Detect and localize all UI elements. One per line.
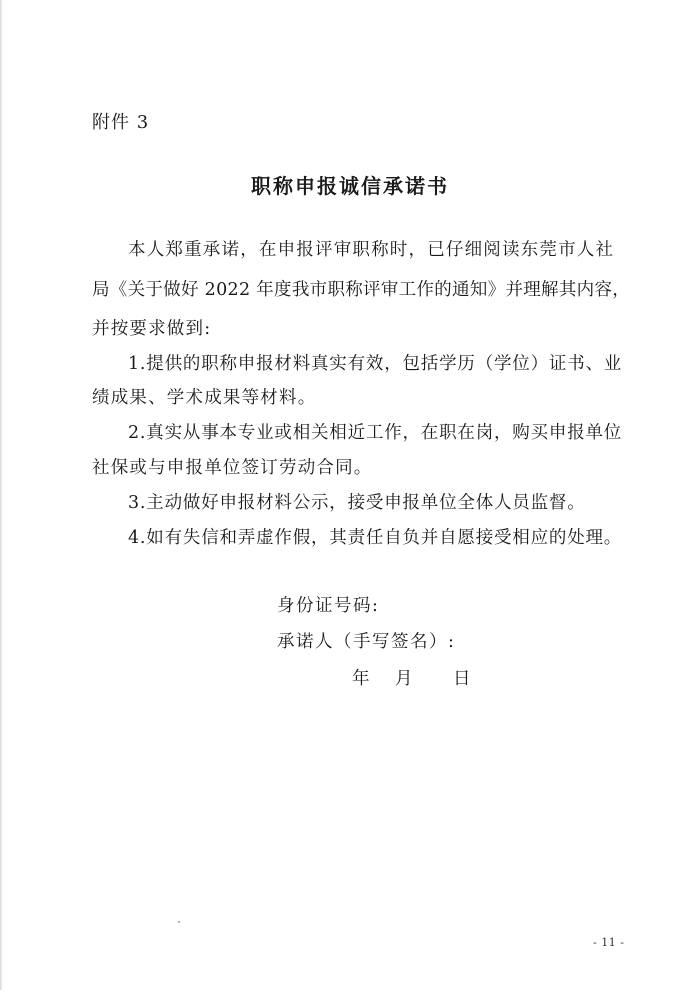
commitment-item-2-continued: 社保或与申报单位签订劳动合同。 bbox=[92, 458, 373, 478]
date-month-label: 月 bbox=[395, 669, 413, 689]
body-line: 本人郑重承诺，在申报评审职称时，已仔细阅读东莞市人社 bbox=[128, 240, 615, 260]
id-number-label: 身份证号码: bbox=[277, 596, 380, 616]
commitment-item-3: 3.主动做好申报材料公示，接受申报单位全体人员监督。 bbox=[128, 493, 586, 513]
body-line: 局《关于做好 2022 年度我市职称评审工作的通知》并理解其内容， bbox=[92, 280, 631, 300]
commitment-item-1-continued: 绩成果、学术成果等材料。 bbox=[92, 388, 317, 408]
date-day-label: 日 bbox=[453, 669, 471, 689]
scan-edge-shadow bbox=[0, 0, 3, 990]
date-year-label: 年 bbox=[352, 669, 370, 689]
page-number: - 11 - bbox=[593, 936, 625, 949]
signer-label: 承诺人（手写签名）: bbox=[277, 632, 456, 652]
scan-speck bbox=[178, 921, 180, 923]
attachment-label: 附件 3 bbox=[92, 112, 150, 133]
body-line: 并按要求做到: bbox=[92, 319, 212, 339]
commitment-item-2: 2.真实从事本专业或相关相近工作，在职在岗，购买申报单位 bbox=[128, 423, 623, 443]
document-title: 职称申报诚信承诺书 bbox=[251, 174, 449, 198]
commitment-item-1: 1.提供的职称申报材料真实有效，包括学历（学位）证书、业 bbox=[128, 354, 623, 374]
commitment-item-4: 4.如有失信和弄虚作假，其责任自负并自愿接受相应的处理。 bbox=[128, 528, 623, 548]
